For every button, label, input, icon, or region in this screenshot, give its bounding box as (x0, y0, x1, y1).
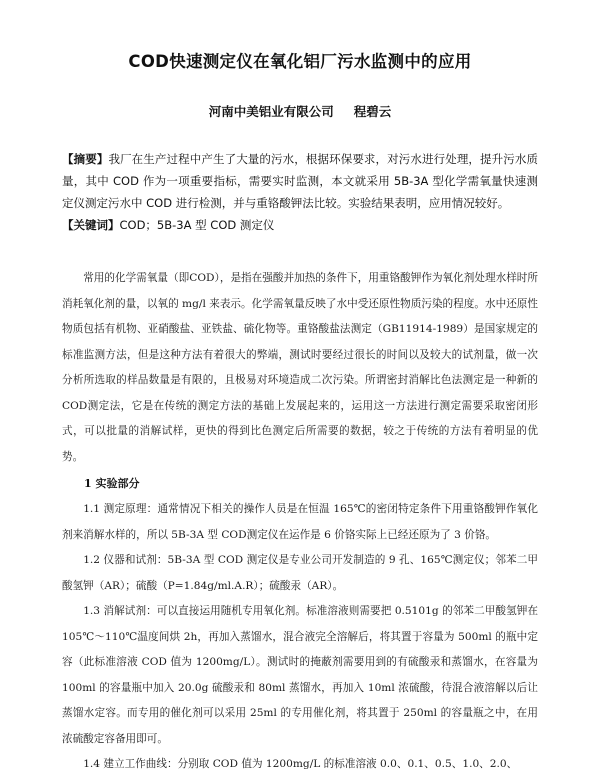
section-paragraph-1-3: 1.3 消解试剂：可以直接运用随机专用氧化剂。标准溶液则需要把 0.5101g 的邻苯二甲酸氢钾在 105℃～110℃温度间烘 2h，再加入蒸馏水，混合液完全溶解后，将其置于容量为 500ml 的瓶中定容（此标准溶液 COD 值为 1200mg/L）。测试时的掩蔽剂需要用到的有硫酸汞和蒸馏水，在容量为 100ml 的容量瓶中加入 20.0g 硫酸汞和 80ml 蒸馏水，再加入 10ml 浓硫酸，待混合液溶解以后让蒸馏水定容。而专用的催化剂可以采用 25ml 的专用催化剂，将其置于 250ml 的容量瓶之中，在用浓硫酸定容备用即可。 (62, 605, 538, 745)
section-paragraph-1-1: 1.1 测定原理：通常情况下相关的操作人员是在恒温 165℃的密闭特定条件下用重铬酸钾作氧化剂来消解水样的，所以 5B-3A 型 COD测定仪在运作是 6 价铬实际上已经还原为了 3 价铬。 (62, 503, 538, 541)
section-paragraph-1-4: 1.4 建立工作曲线：分别取 COD 值为 1200mg/L 的标准溶液 0.0、0.1、0.5、1.0、2.0、 (83, 758, 518, 770)
keywords-text: COD；5B-3A 型 COD 测定仪 (119, 218, 275, 232)
keywords (62, 214, 538, 236)
author-name: 程碧云 (353, 104, 392, 119)
keywords-label: 【关键词】 (62, 218, 120, 232)
author-affiliation: 河南中美铝业有限公司 (208, 104, 334, 119)
author-line (62, 102, 538, 120)
intro-paragraph: 常用的化学需氧量（即COD），是指在强酸并加热的条件下，用重铬酸钾作为氧化剂处理水样时所消耗氧化剂的量，以氧的 mg/l 来表示。化学需氧量反映了水中受还原性物质污染的程度。水中还原性物质包括有机物、亚硝酸盐、亚铁盐、硫化物等。重铬酸盐法测定（GB11914-1989）是国家规定的标准监测方法，但是这种方法有着很大的弊端，测试时要经过很长的时间以及较大的试剂量，做一次分析所选取的样品数量是有限的，且极易对环境造成二次污染。所谓密封消解比色法测定是一种新的COD测定法，它是在传统的测定方法的基础上发展起来的，运用这一方法进行测定需要采取密闭形式，可以批量的消解试样，更快的得到比色测定后所需要的数据，较之于传统的方法有着明显的优势。 (62, 272, 538, 463)
abstract (62, 148, 538, 214)
abstract-text: 我厂在生产过程中产生了大量的污水，根据环保要求，对污水进行处理，提升污水质量，其中 COD 作为一项重要指标，需要实时监测，本文就采用 5B-3A 型化学需氧量快速测定仪测定污水中 COD 进行检测，并与重铬酸钾法比较。实验结果表明，应用情况较好。 (62, 152, 538, 210)
section-paragraph-1-2: 1.2 仪器和试剂：5B-3A 型 COD 测定仪是专业公司开发制造的 9 孔、165℃测定仪；邻苯二甲酸氢钾（AR）；硫酸（P=1.84g/ml.A.R）；硫酸汞（AR）。 (62, 554, 538, 592)
abstract-label: 【摘要】 (62, 152, 109, 166)
paper-title: COD快速测定仪在氧化铝厂污水监测中的应用 (128, 52, 472, 71)
section-heading: 1 实验部分 (84, 477, 140, 490)
